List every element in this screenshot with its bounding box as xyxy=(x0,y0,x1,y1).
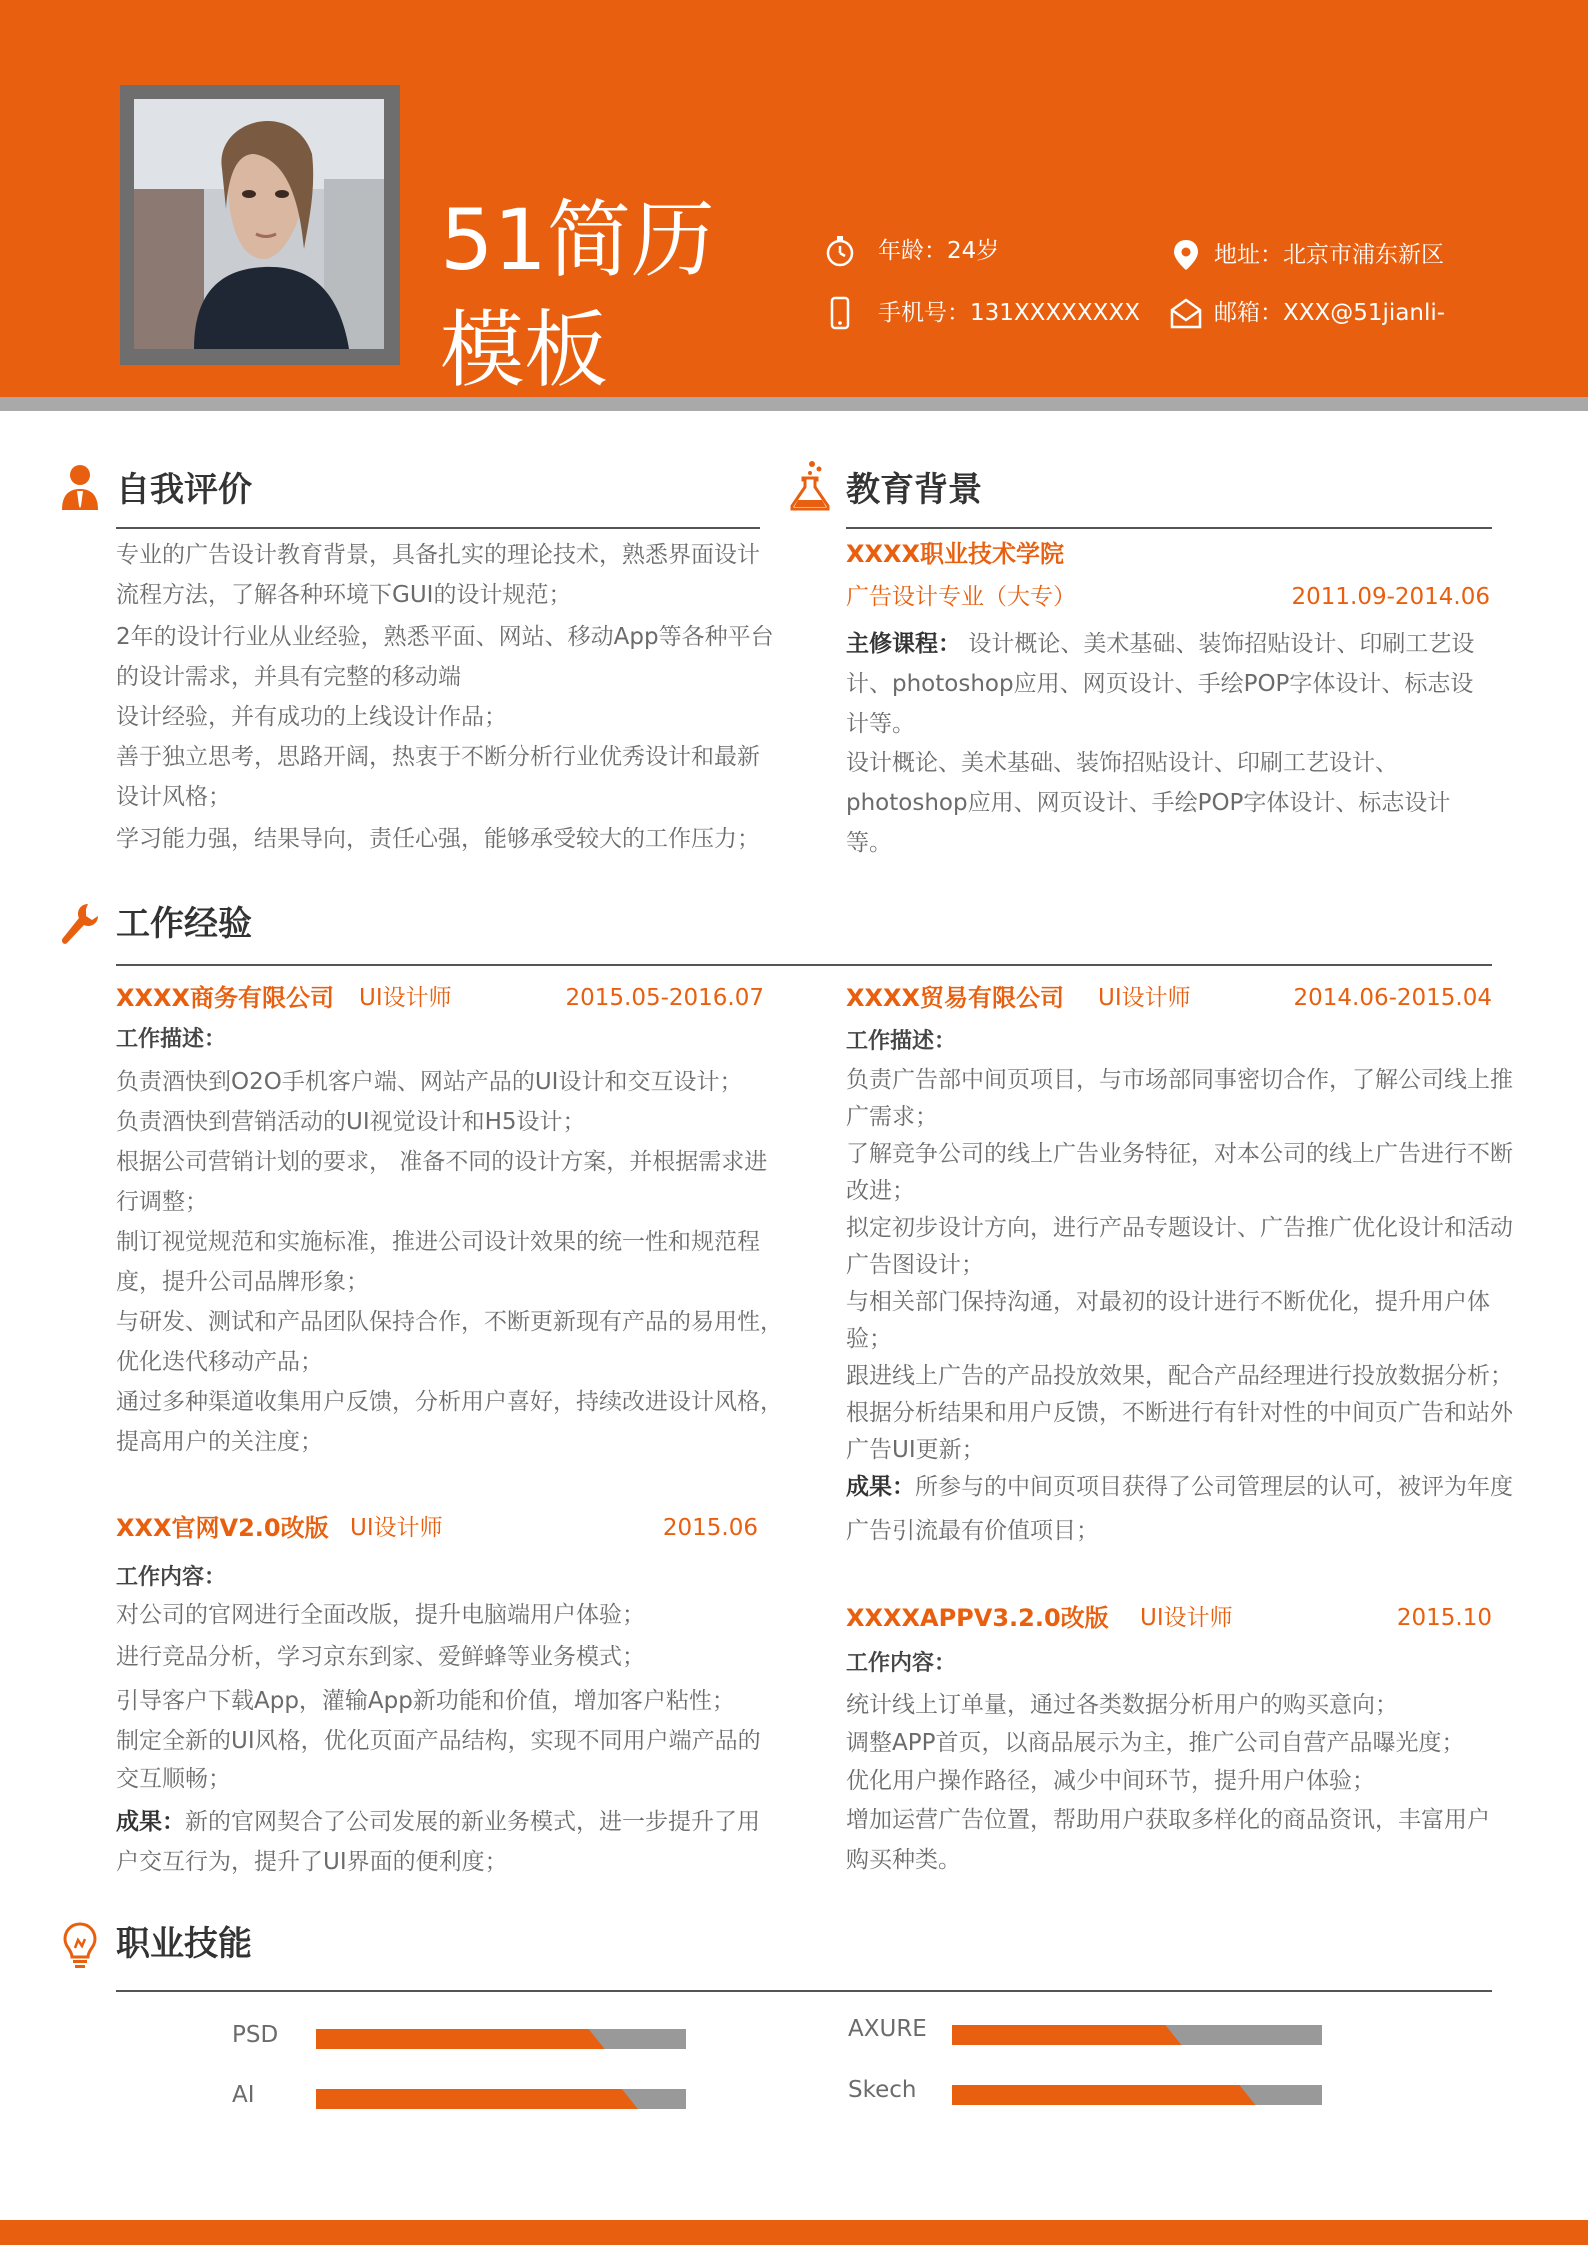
job-result-label: 成果： xyxy=(846,1474,915,1500)
job-company: XXXXAPPV3.2.0改版 xyxy=(846,1604,1109,1632)
wrench-icon xyxy=(58,900,102,950)
job-content-line: 制定全新的UI风格，优化页面产品结构，实现不同用户端产品的交互顺畅； xyxy=(116,1728,761,1792)
job-desc-line: 根据分析结果和用户反馈，不断进行有针对性的中间页广告和站外广告UI更新； xyxy=(846,1400,1513,1463)
job-company: XXX官网V2.0改版 xyxy=(116,1514,329,1542)
section-rule-self-eval xyxy=(116,527,760,529)
job-content-line: 引导客户下载App，灌输App新功能和价值，增加客户粘性； xyxy=(116,1688,735,1714)
avatar xyxy=(134,99,384,349)
job-result xyxy=(116,1802,776,1882)
job-content-list xyxy=(846,1686,1506,1880)
job-period: 2015.06 xyxy=(662,1515,758,1541)
section-title-work: 工作经验 xyxy=(116,904,252,944)
age-text: 年龄：24岁 xyxy=(878,238,1000,264)
job-desc-line: 负责酒快到营销活动的UI视觉设计和H5设计； xyxy=(116,1109,586,1135)
courses-paragraph xyxy=(846,624,1486,744)
job-content-line: 调整APP首页，以商品展示为主，推广公司自营产品曝光度； xyxy=(846,1730,1465,1756)
job-desc-line: 制订视觉规范和实施标准，推进公司设计效果的统一性和规范程度，提升公司品牌形象； xyxy=(116,1229,760,1295)
phone-text: 手机号：131XXXXXXXX xyxy=(878,300,1140,326)
education-major: 广告设计专业（大专） xyxy=(846,584,1076,610)
job-desc-line: 了解竞争公司的线上广告业务特征，对本公司的线上广告进行不断改进； xyxy=(846,1141,1513,1204)
job-company: XXXX贸易有限公司 xyxy=(846,984,1065,1012)
job-result-text: 新的官网契合了公司发展的新业务模式，进一步提升了用户交互行为，提升了UI界面的便利度； xyxy=(116,1809,760,1875)
job-content-line: 进行竞品分析，学习京东到家、爱鲜蜂等业务模式； xyxy=(116,1644,645,1670)
section-rule-work xyxy=(116,964,1492,966)
job-desc-line: 与研发、测试和产品团队保持合作，不断更新现有产品的易用性，优化迭代移动产品； xyxy=(116,1309,783,1375)
self-eval-line: 2年的设计行业从业经验，熟悉平面、网站、移动App等各种平台的设计需求，并具有完整的移动端 xyxy=(116,624,774,690)
email-text: 邮箱：XXX@51jianli- xyxy=(1214,300,1446,326)
education-period: 2011.09-2014.06 xyxy=(1291,584,1490,610)
job-header xyxy=(846,1600,1492,1638)
skill-bar-track xyxy=(316,2089,686,2109)
lightbulb-icon xyxy=(58,1920,102,1970)
job-desc-line: 与相关部门保持沟通，对最初的设计进行不断优化，提升用户体验； xyxy=(846,1289,1490,1352)
skill-name: Skech xyxy=(848,2077,917,2103)
job-result xyxy=(846,1465,1526,1553)
job-role: UI设计师 xyxy=(1098,985,1191,1011)
skill-bar-fill xyxy=(952,2085,1255,2105)
skill-bar-fill xyxy=(316,2089,638,2109)
resume-name-title xyxy=(440,185,780,399)
courses-label: 主修课程： xyxy=(846,631,961,657)
job-desc-line: 负责酒快到O2O手机客户端、网站产品的UI设计和交互设计； xyxy=(116,1069,743,1095)
job-role: UI设计师 xyxy=(1140,1605,1233,1631)
job-content-line: 对公司的官网进行全面改版，提升电脑端用户体验； xyxy=(116,1602,645,1628)
job-header xyxy=(116,980,776,1018)
job-content-label: 工作内容： xyxy=(846,1651,957,1676)
job-content-label: 工作内容： xyxy=(116,1565,227,1590)
self-eval-list xyxy=(116,535,776,859)
job-desc-list xyxy=(116,1062,784,1462)
skill-bar-fill xyxy=(316,2029,605,2049)
skill-name: PSD xyxy=(232,2022,279,2048)
person-icon xyxy=(58,462,102,512)
skill-name: AI xyxy=(232,2082,255,2108)
job-desc-line: 拟定初步设计方向，进行产品专题设计、广告推广优化设计和活动广告图设计； xyxy=(846,1215,1513,1278)
section-rule-skills xyxy=(116,1990,1492,1992)
job-desc-line: 通过多种渠道收集用户反馈，分析用户喜好，持续改进设计风格，提高用户的关注度； xyxy=(116,1389,783,1455)
footer-bar xyxy=(0,2220,1588,2245)
job-header xyxy=(116,1510,776,1548)
job-desc-label: 工作描述： xyxy=(846,1029,957,1054)
job-content-line: 统计线上订单量，通过各类数据分析用户的购买意向； xyxy=(846,1692,1398,1718)
job-result-text: 所参与的中间页项目获得了公司管理层的认可，被评为年度广告引流最有价值项目； xyxy=(846,1474,1513,1544)
job-result-label: 成果： xyxy=(116,1809,185,1835)
name-line-1: 51简历 xyxy=(440,191,715,289)
job-desc-line: 根据公司营销计划的要求， 准备不同的设计方案，并根据需求进行调整； xyxy=(116,1149,768,1215)
job-role: UI设计师 xyxy=(350,1515,443,1541)
courses-repeat-paragraph: 设计概论、美术基础、装饰招贴设计、印刷工艺设计、photoshop应用、网页设计、手绘POP字体设计、标志设计等。 xyxy=(846,750,1451,856)
job-period: 2014.06-2015.04 xyxy=(1293,985,1492,1011)
skill-bar-track xyxy=(316,2029,686,2049)
job-desc-line: 跟进线上广告的产品投放效果，配合产品经理进行投放数据分析； xyxy=(846,1363,1513,1389)
job-content-line: 优化用户操作路径，减少中间环节，提升用户体验； xyxy=(846,1768,1375,1794)
flask-icon xyxy=(788,460,832,510)
self-eval-line: 学习能力强，结果导向，责任心强，能够承受较大的工作压力； xyxy=(116,826,760,852)
avatar-photo-image xyxy=(134,99,384,349)
job-desc-list xyxy=(846,1062,1526,1553)
skill-bar-track xyxy=(952,2085,1322,2105)
job-period: 2015.05-2016.07 xyxy=(565,985,764,1011)
skill-name: AXURE xyxy=(848,2016,927,2042)
section-title-education: 教育背景 xyxy=(846,470,982,510)
job-company: XXXX商务有限公司 xyxy=(116,984,335,1012)
phone-icon xyxy=(822,295,858,331)
location-pin-icon xyxy=(1168,237,1204,273)
job-header xyxy=(846,980,1492,1018)
header-divider-stripe xyxy=(0,397,1588,411)
job-content-list xyxy=(116,1594,776,1882)
section-title-skills: 职业技能 xyxy=(116,1924,252,1964)
self-eval-line: 专业的广告设计教育背景，具备扎实的理论技术，熟悉界面设计流程方法，了解各种环境下GUI的设计规范； xyxy=(116,542,760,608)
job-period: 2015.10 xyxy=(1396,1605,1492,1631)
job-content-line: 增加运营广告位置，帮助用户获取多样化的商品资讯，丰富用户购买种类。 xyxy=(846,1807,1490,1873)
section-rule-education xyxy=(846,527,1492,529)
courses-text: 设计概论、美术基础、装饰招贴设计、印刷工艺设计、photoshop应用、网页设计、手绘POP字体设计、标志设计等。 xyxy=(846,631,1475,737)
job-role: UI设计师 xyxy=(359,985,452,1011)
self-eval-line: 设计经验，并有成功的上线设计作品； xyxy=(116,704,507,730)
self-eval-line: 善于独立思考，思路开阔，热衷于不断分析行业优秀设计和最新设计风格； xyxy=(116,744,760,810)
section-title-self-eval: 自我评价 xyxy=(116,470,252,510)
address-text: 地址：北京市浦东新区 xyxy=(1214,242,1444,268)
job-desc-label: 工作描述： xyxy=(116,1027,227,1052)
skill-bar-fill xyxy=(952,2025,1181,2045)
school-name: XXXX职业技术学院 xyxy=(846,540,1065,568)
job-desc-line: 负责广告部中间页项目，与市场部同事密切合作，了解公司线上推广需求； xyxy=(846,1067,1513,1130)
stopwatch-icon xyxy=(822,233,858,269)
name-line-2: 模板 xyxy=(440,301,609,399)
skill-bar-track xyxy=(952,2025,1322,2045)
envelope-icon xyxy=(1168,295,1204,331)
